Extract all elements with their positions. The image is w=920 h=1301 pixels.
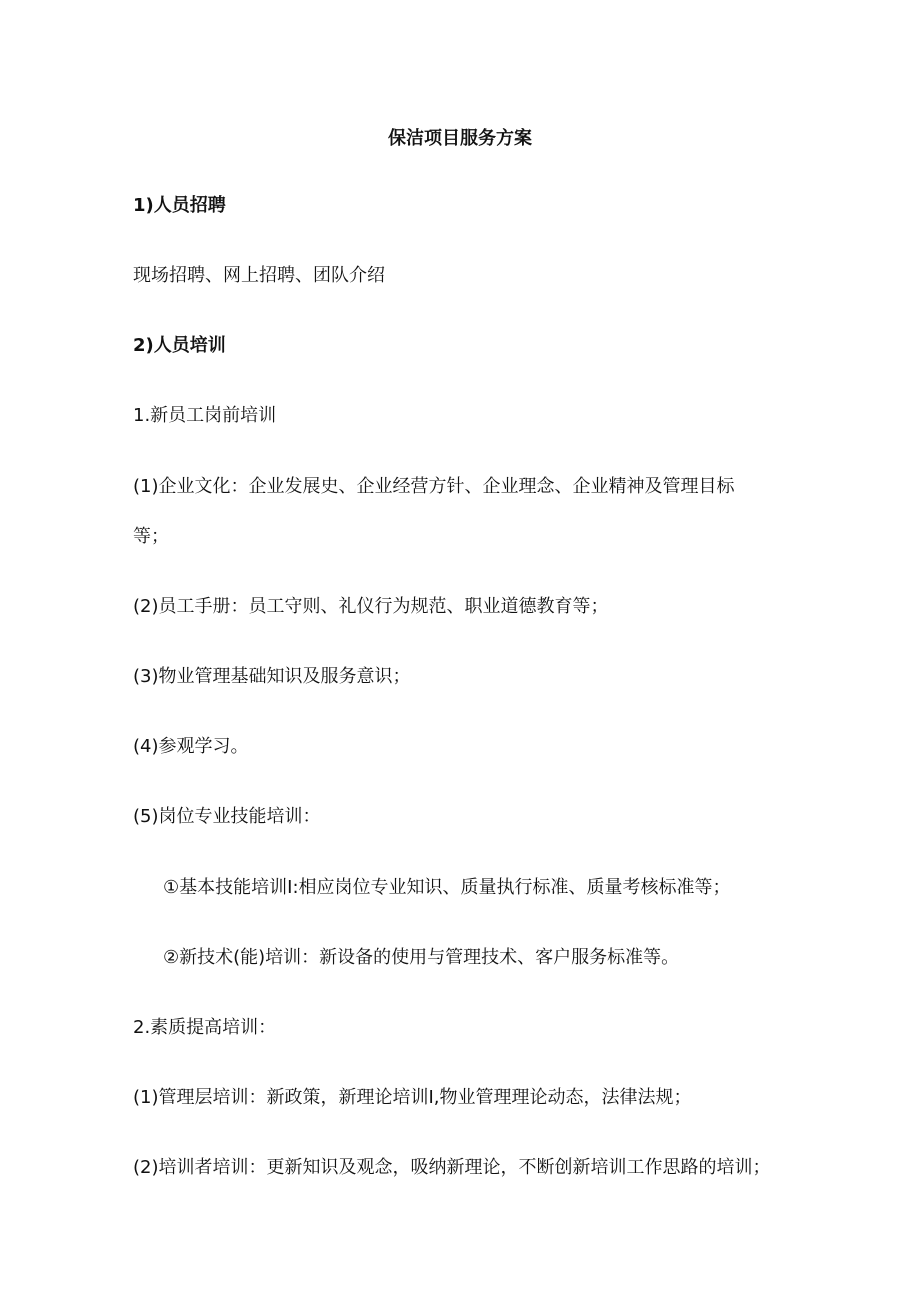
sub-item-new-technology-training: ②新技术(能)培训：新设备的使用与管理技术、客户服务标准等。 [163, 947, 680, 968]
list-item-corporate-culture: (1)企业文化：企业发展史、企业经营方针、企业理念、企业精神及管理目标 [133, 476, 735, 497]
list-item-site-visit: (4)参观学习。 [133, 736, 249, 757]
list-item-property-basics: (3)物业管理基础知识及服务意识； [133, 666, 411, 687]
subheading-quality-improvement-training: 2.素质提高培训： [133, 1017, 277, 1038]
sub-item-basic-skill-training: ①基本技能培训Ⅰ:相应岗位专业知识、质量执行标准、质量考核标准等； [163, 877, 731, 898]
section-heading-recruitment: 1)人员招聘 [133, 195, 226, 216]
list-item-corporate-culture-continued: 等； [133, 526, 169, 547]
subheading-new-employee-training: 1.新员工岗前培训 [133, 405, 277, 426]
list-item-employee-handbook: (2)员工手册：员工守则、礼仪行为规范、职业道德教育等； [133, 596, 609, 617]
document-title: 保洁项目服务方案 [388, 128, 532, 149]
paragraph-recruitment-methods: 现场招聘、网上招聘、团队介绍 [133, 265, 385, 286]
list-item-management-training: (1)管理层培训：新政策，新理论培训Ⅰ,物业管理理论动态，法律法规； [133, 1087, 692, 1108]
list-item-skill-training: (5)岗位专业技能培训： [133, 806, 321, 827]
list-item-trainer-training: (2)培训者培训：更新知识及观念，吸纳新理论，不断创新培训工作思路的培训； [133, 1157, 771, 1178]
section-heading-training: 2)人员培训 [133, 335, 226, 356]
